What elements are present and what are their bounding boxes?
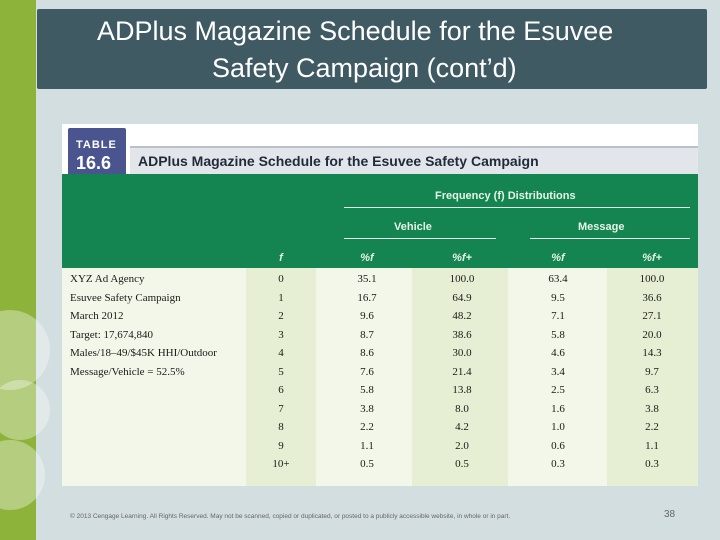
table-cell-m-pfp: 100.0	[639, 273, 665, 285]
table-cell-m-pf: 4.6	[551, 347, 565, 359]
table-cell-v-pfp: 38.6	[452, 328, 472, 341]
table-cell-v-pfp: 64.9	[452, 291, 472, 304]
table-cell-v-pf: 5.8	[360, 384, 374, 396]
table-cell-label: Esuvee Safety Campaign	[70, 291, 181, 304]
table-cell-v-pf: 1.1	[360, 439, 374, 452]
column-header-vehicle-pct-f: %f	[360, 252, 374, 264]
table-cell-m-pfp: 2.2	[645, 421, 659, 433]
column-header-message-pct-f: %f	[551, 252, 565, 264]
table-cell-v-pf: 8.6	[360, 347, 374, 359]
table-cell-f: 0	[278, 273, 284, 285]
table-cell-v-pf: 16.7	[357, 291, 377, 304]
message-header: Message	[578, 221, 625, 233]
table-header	[62, 174, 698, 268]
table-cell-f: 10+	[272, 458, 290, 470]
table-cell-m-pf: 7.1	[551, 310, 565, 322]
message-header-rule	[530, 238, 690, 239]
table-cell-m-pfp: 3.8	[645, 402, 659, 415]
table-row	[62, 309, 698, 328]
table-cell-f: 5	[278, 365, 284, 378]
table-row	[62, 420, 698, 439]
page-number: 38	[664, 509, 676, 520]
table-cell-v-pfp: 0.5	[455, 458, 469, 470]
slide-title-box	[37, 9, 707, 89]
table-cell-m-pf: 2.5	[551, 384, 565, 396]
table-cell-m-pfp: 0.3	[645, 458, 659, 470]
group-header-rule	[344, 207, 690, 208]
table-cell-m-pf: 3.4	[551, 365, 565, 378]
table-cell-label: Males/18–49/$45K HHI/Outdoor	[70, 347, 217, 359]
table-cell-label: March 2012	[70, 310, 124, 322]
table-cell-m-pf: 63.4	[548, 273, 568, 285]
column-header-vehicle-pct-f-plus: %f+	[452, 252, 472, 264]
table-cell-v-pfp: 2.0	[455, 439, 469, 452]
table-tag-number: 16.6	[76, 153, 112, 173]
group-header: Frequency (f) Distributions	[435, 190, 576, 202]
table-cell-v-pfp: 8.0	[455, 402, 469, 415]
table-row	[62, 457, 698, 476]
table-cell-m-pf: 5.8	[551, 328, 565, 341]
table-cell-label: Target: 17,674,840	[70, 328, 154, 341]
table-cell-m-pf: 1.0	[551, 421, 565, 433]
table-cell-m-pfp: 27.1	[642, 310, 662, 322]
table-cell-v-pfp: 13.8	[452, 384, 472, 396]
table-body	[62, 268, 698, 486]
table-cell-f: 8	[278, 421, 284, 433]
table-cell-m-pf: 0.6	[551, 439, 565, 452]
table-cell-m-pfp: 9.7	[645, 365, 659, 378]
table-cell-f: 4	[278, 347, 284, 359]
table-cell-v-pf: 9.6	[360, 310, 374, 322]
table-figure	[62, 124, 698, 486]
table-cell-f: 6	[278, 384, 284, 396]
table-cell-label: XYZ Ad Agency	[70, 273, 145, 285]
table-cell-v-pfp: 100.0	[449, 273, 475, 285]
table-cell-m-pfp: 6.3	[645, 384, 659, 396]
column-header-message-pct-f-plus: %f+	[642, 252, 662, 264]
table-row	[62, 439, 698, 458]
table-cell-v-pf: 35.1	[357, 273, 377, 285]
table-cell-f: 9	[278, 439, 284, 452]
decorative-circle	[0, 380, 50, 440]
table-cell-f: 1	[278, 291, 284, 304]
table-cell-m-pfp: 36.6	[642, 291, 662, 304]
table-cell-f: 7	[278, 402, 284, 415]
vehicle-header: Vehicle	[394, 221, 432, 233]
table-cell-v-pf: 7.6	[360, 365, 374, 378]
table-cell-m-pfp: 1.1	[645, 439, 659, 452]
table-cell-v-pfp: 4.2	[455, 421, 469, 433]
table-row	[62, 272, 698, 291]
table-cell-m-pf: 1.6	[551, 402, 565, 415]
table-title-strip	[130, 146, 698, 176]
table-cell-m-pf: 0.3	[551, 458, 565, 470]
table-cell-v-pf: 0.5	[360, 458, 374, 470]
table-cell-f: 2	[278, 310, 284, 322]
table-row	[62, 383, 698, 402]
table-cell-v-pfp: 48.2	[452, 310, 472, 322]
table-cell-v-pfp: 21.4	[452, 365, 472, 378]
table-cell-v-pf: 8.7	[360, 328, 374, 341]
slide-title-line2: Safety Campaign (cont’d)	[212, 53, 517, 83]
table-row	[62, 402, 698, 421]
table-cell-v-pfp: 30.0	[452, 347, 472, 359]
table-cell-label: Message/Vehicle = 52.5%	[70, 365, 185, 378]
table-row	[62, 346, 698, 365]
table-cell-f: 3	[278, 328, 284, 341]
column-header-f: f	[279, 252, 283, 264]
vehicle-header-rule	[344, 238, 496, 239]
table-row	[62, 328, 698, 347]
table-cell-m-pfp: 14.3	[642, 347, 662, 359]
table-title: ADPlus Magazine Schedule for the Esuvee Safety Campaign	[138, 153, 539, 169]
table-row	[62, 365, 698, 384]
decorative-circle	[0, 440, 45, 510]
table-tag-label: TABLE	[76, 139, 117, 151]
slide-title-line1: ADPlus Magazine Schedule for the Esuvee	[97, 16, 614, 46]
table-cell-v-pf: 2.2	[360, 421, 374, 433]
copyright-footer: © 2013 Cengage Learning. All Rights Reserved. May not be scanned, copied or duplicated, or posted to a publicly accessible website, in whole or in part.	[70, 513, 511, 520]
table-cell-m-pfp: 20.0	[642, 328, 662, 341]
table-cell-v-pf: 3.8	[360, 402, 374, 415]
table-cell-m-pf: 9.5	[551, 291, 565, 304]
table-row	[62, 291, 698, 310]
decorative-circle	[0, 310, 50, 390]
